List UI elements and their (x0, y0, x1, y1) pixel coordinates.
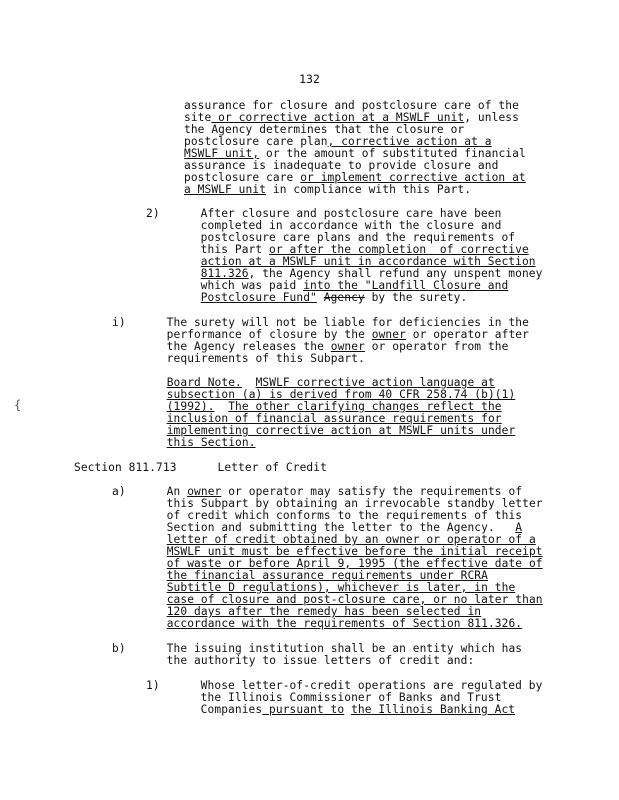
underlined-text: pursuant to (262, 703, 345, 716)
underlined-text: implementing corrective action at MSWLF units under (166, 424, 516, 437)
text-run: in compliance with this Part. (266, 183, 472, 196)
text-run (317, 291, 324, 304)
text-run: the Illinois Commissioner of Banks and Trust (146, 691, 502, 704)
underlined-text: The other clarifying changes reflect the (228, 400, 502, 413)
underlined-text: inclusion of financial assurance requirements for (166, 412, 502, 425)
text-run: assurance is inadequate to provide closure and (184, 159, 499, 172)
underlined-text: 120 days after the remedy has been selected in (166, 605, 482, 618)
page-number: 132 (299, 72, 320, 86)
text-run: , the Agency shall refund any unspent money (248, 267, 543, 280)
text-run: of credit which conforms to the requirements of this (112, 509, 523, 522)
underlined-text: or after the completion of corrective (269, 243, 529, 256)
underlined-text: Subtitle D regulations), whichever is later, in the (166, 581, 516, 594)
struck-text: Agency (323, 291, 365, 304)
text-run: postclosure care plan (184, 135, 328, 148)
underlined-text: a MSWLF unit (184, 183, 267, 196)
underlined-text: or corrective action at a MSWLF unit (211, 111, 465, 124)
text-run: the authority to issue letters of credit and: (112, 654, 475, 667)
text-run: 2) After closure and postclosure care have been (146, 207, 502, 220)
underlined-text: letter of credit obtained by an owner or operator of a (166, 533, 536, 546)
underlined-text: the Illinois Banking Act (351, 703, 516, 716)
text-run: by the surety. (364, 291, 468, 304)
text-line (112, 437, 256, 449)
underlined-text: accordance with the requirements of Section 811.326. (166, 617, 523, 630)
underlined-text: subsection (a) is derived from 40 CFR 258.74 (b)(1) (166, 388, 516, 401)
text-line (146, 704, 515, 716)
underlined-text: Board Note. (166, 376, 242, 389)
underlined-text: MSWLF unit, (184, 147, 260, 160)
text-run: this Subpart by obtaining an irrevocable standby letter (112, 497, 543, 510)
text-line (146, 292, 467, 304)
text-run: this Part (146, 243, 270, 256)
underlined-text: 811.326 (200, 267, 249, 280)
text-run: or operator may satisfy the requirements of (221, 485, 523, 498)
underlined-text: , corrective action at a (327, 135, 492, 148)
text-run: site (184, 111, 212, 124)
text-line (184, 184, 471, 196)
underlined-text: A (515, 521, 523, 534)
margin-brace-mark: { (14, 398, 22, 412)
text-run (112, 436, 167, 449)
underlined-text: the financial assurance requirements under RCRA (166, 569, 488, 582)
text-run: a) An (112, 485, 188, 498)
underlined-text: owner (371, 328, 406, 341)
text-run: or operator after (405, 328, 529, 341)
text-run: which was paid (146, 279, 304, 292)
underlined-text: MSWLF corrective action language at (255, 376, 495, 389)
text-run: 1) Whose letter-of-credit operations are regulated by (146, 679, 543, 692)
text-line (74, 462, 327, 474)
text-run: i) The surety will not be liable for deficiencies in the (112, 316, 529, 329)
text-run: postclosure care plans and the requirements of (146, 231, 516, 244)
underlined-text: into the "Landfill Closure and (303, 279, 509, 292)
underlined-text: or implement corrective action at (300, 171, 526, 184)
text-run: Section 811.713 Letter of Credit (74, 461, 327, 474)
text-run: Companies (146, 703, 263, 716)
text-run: Section and submitting the letter to the Agency. (112, 521, 516, 534)
text-run: the Agency determines that the closure or (184, 123, 465, 136)
text-run: assurance for closure and postclosure care of the (184, 99, 519, 112)
text-run: performance of closure by the (112, 328, 372, 341)
underlined-text: (1992). (166, 400, 215, 413)
underlined-text: action at a MSWLF unit in accordance with Section (200, 255, 536, 268)
text-line (112, 353, 365, 365)
underlined-text: Postclosure Fund" (200, 291, 317, 304)
text-run: b) The issuing institution shall be an entity which has (112, 642, 523, 655)
underlined-text: owner (187, 485, 222, 498)
text-run: the Agency releases the (112, 340, 331, 353)
text-line (112, 655, 474, 667)
text-run: , unless (464, 111, 519, 124)
text-run: postclosure care (184, 171, 301, 184)
text-run: or the amount of substituted financial (259, 147, 526, 160)
underlined-text: owner (330, 340, 365, 353)
text-run (146, 291, 201, 304)
text-run (112, 617, 167, 630)
underlined-text: of waste or before April 9, 1995 (the effective date of (166, 557, 543, 570)
text-line (112, 618, 522, 630)
text-run: completed in accordance with the closure and (146, 219, 502, 232)
text-run: or operator from the (364, 340, 509, 353)
underlined-text: MSWLF unit must be effective before the initial receipt (166, 545, 543, 558)
text-run: requirements of this Subpart. (112, 352, 365, 365)
underlined-text: case of closure and post-closure care, or no later than (166, 593, 543, 606)
underlined-text: this Section. (166, 436, 256, 449)
